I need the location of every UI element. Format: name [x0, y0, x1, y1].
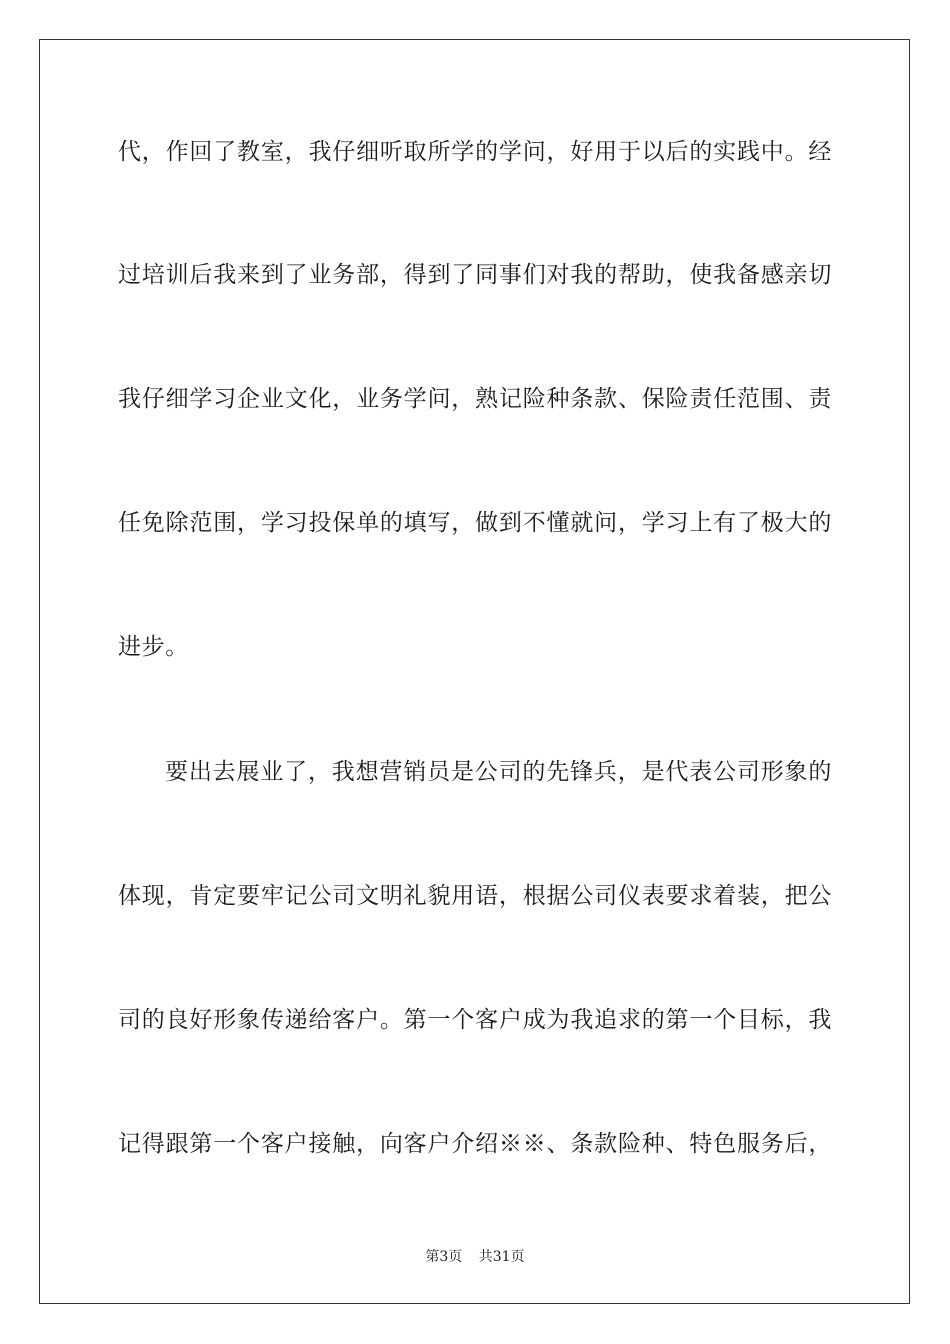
text-line: 过培训后我来到了业务部，得到了同事们对我的帮助，使我备感亲切 [118, 262, 832, 288]
text-line: 我仔细学习企业文化，业务学问，熟记险种条款、保险责任范围、责 [118, 386, 832, 412]
text-line: 进步。 [118, 634, 189, 660]
page-total: 共31页 [478, 1249, 525, 1265]
text-line: 体现，肯定要牢记公司文明礼貌用语，根据公司仪表要求着装，把公 [118, 883, 832, 909]
page-number: 第3页 [425, 1249, 463, 1265]
text-line: 记得跟第一个客户接触，向客户介绍※※、条款险种、特色服务后， [118, 1131, 832, 1157]
page-footer [0, 1248, 950, 1266]
paragraph-first-line: 要出去展业了，我想营销员是公司的先锋兵，是代表公司形象的 [165, 759, 832, 785]
text-line: 任免除范围，学习投保单的填写，做到不懂就问，学习上有了极大的 [118, 510, 832, 536]
text-line: 司的良好形象传递给客户。第一个客户成为我追求的第一个目标，我 [118, 1007, 832, 1033]
text-line: 代，作回了教室，我仔细听取所学的学问，好用于以后的实践中。经 [118, 139, 832, 165]
page-border [39, 39, 910, 1304]
